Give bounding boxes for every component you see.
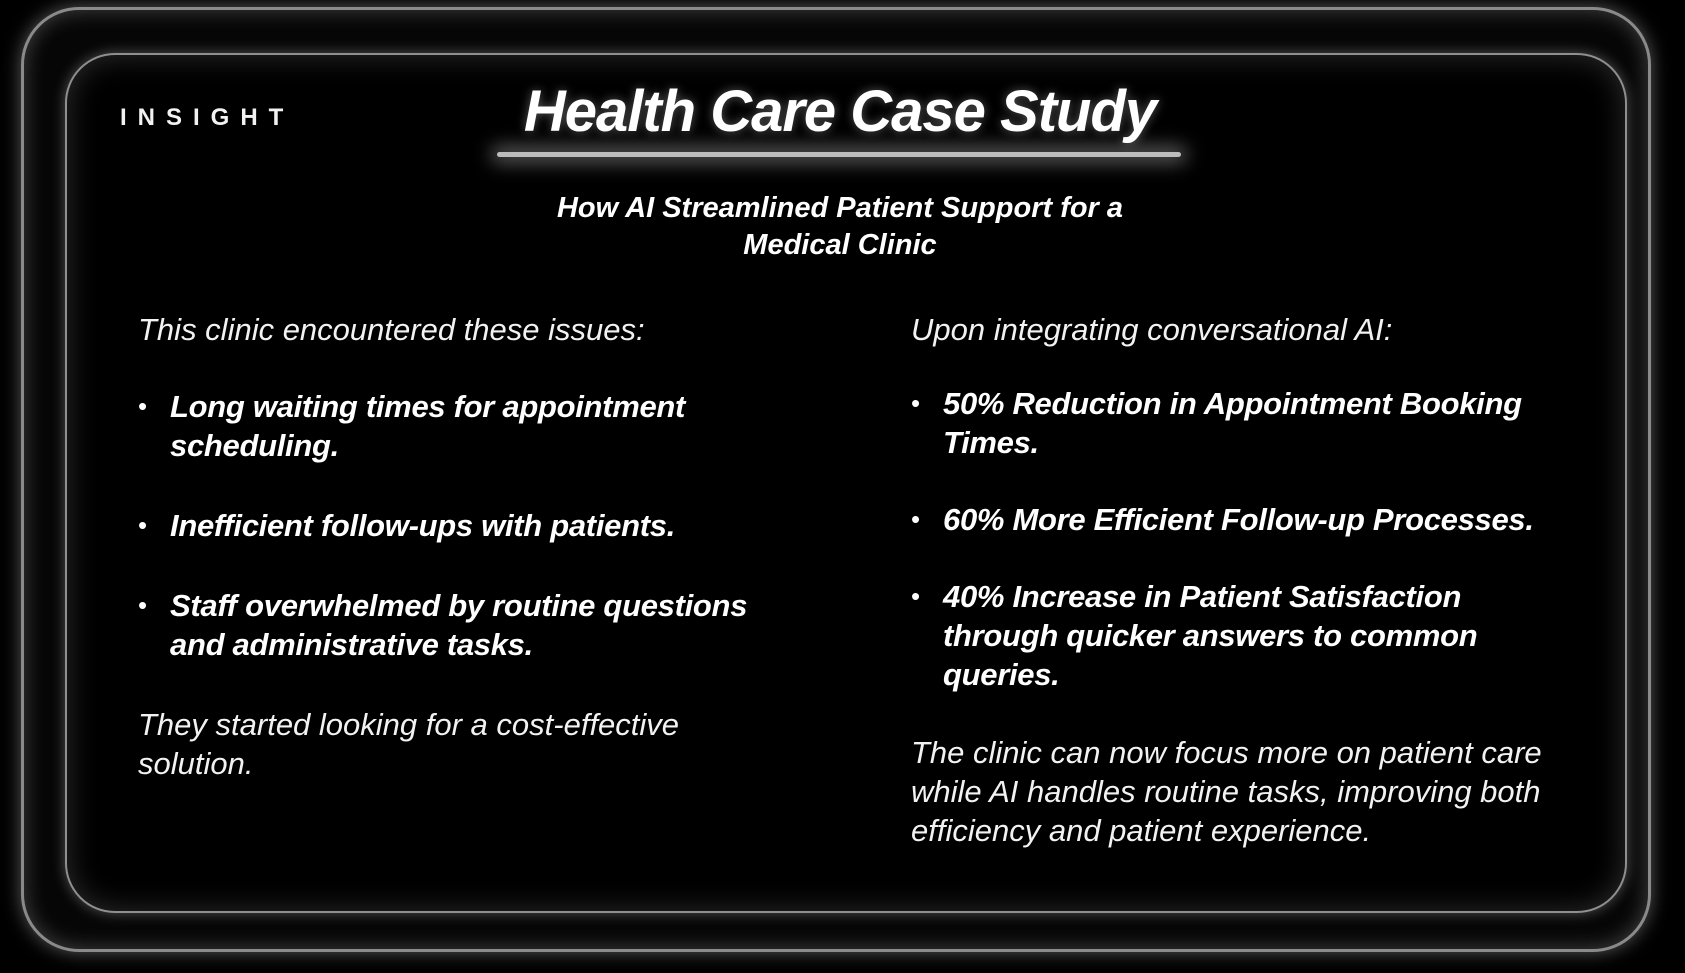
bullet-icon: • (911, 388, 920, 418)
bullet-icon: • (138, 391, 147, 421)
page-subtitle: How AI Streamlined Patient Support for a Medical Clinic (556, 192, 1124, 261)
page-title: Health Care Case Study (523, 79, 1157, 144)
list-item-text: Staff overwhelmed by routine questions and administrative tasks. (170, 588, 748, 662)
list-item-text: 50% Reduction in Appointment Booking Times. (943, 386, 1522, 460)
bullet-icon: • (138, 510, 147, 540)
bullet-icon: • (911, 581, 920, 611)
bullet-icon: • (911, 504, 920, 534)
issues-list (138, 387, 788, 664)
list-item (138, 387, 788, 465)
list-item-text: 40% Increase in Patient Satisfaction through quicker answers to common queries. (943, 579, 1478, 692)
list-item (138, 506, 788, 545)
bullet-icon: • (138, 590, 147, 620)
issues-outro: They started looking for a cost-effective solution. (138, 707, 680, 781)
list-item (911, 577, 1571, 694)
results-intro: Upon integrating conversational AI: (911, 312, 1393, 347)
title-underline (497, 152, 1181, 157)
issues-intro: This clinic encountered these issues: (138, 312, 645, 347)
list-item (911, 384, 1571, 462)
list-item-text: 60% More Efficient Follow-up Processes. (943, 502, 1534, 537)
results-column (911, 310, 1571, 850)
list-item (138, 586, 788, 664)
list-item-text: Inefficient follow-ups with patients. (170, 508, 676, 543)
brand-logo: INSIGHT (120, 104, 295, 131)
issues-column (138, 310, 788, 783)
results-list (911, 384, 1571, 694)
list-item (911, 500, 1571, 539)
results-outro: The clinic can now focus more on patient care while AI handles routine tasks, improving both efficiency and patient experience. (911, 735, 1542, 848)
list-item-text: Long waiting times for appointment scheduling. (170, 389, 686, 463)
